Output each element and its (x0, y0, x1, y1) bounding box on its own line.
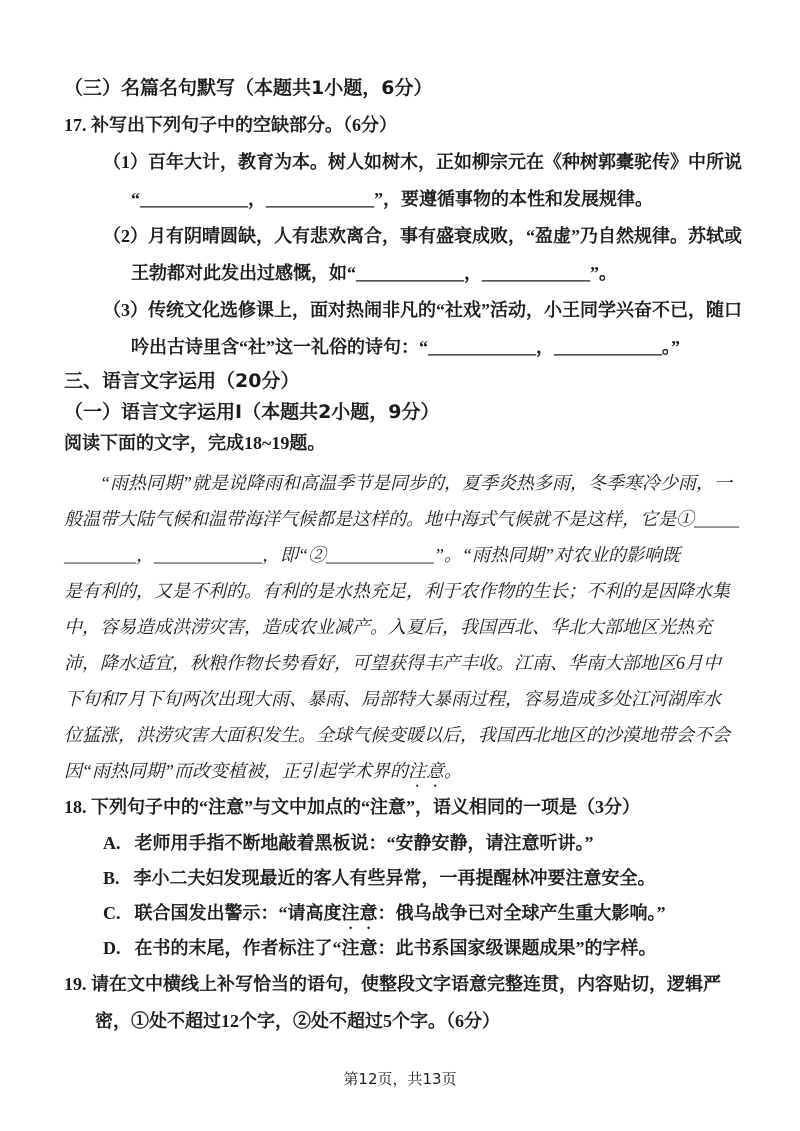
option-d-text: 在书的末尾，作者标注了“注意：此书系国家级课题成果”的字样。 (134, 938, 657, 958)
passage-last-line (64, 753, 748, 789)
passage-line: “雨热同期”就是说降雨和高温季节是同步的，夏季炎热多雨，冬季寒冷少雨，一 (100, 473, 733, 493)
option-c-text-post: ：俄乌战争已对全球产生重大影响。” (377, 903, 666, 923)
option-d-label: D. (103, 938, 121, 958)
q18-option-b (64, 861, 748, 896)
passage-line: ________，____________，即“②____________”。“雨热同期”对农业的影响既 (64, 545, 681, 565)
section-header-dictation: （三）名篇名句默写（本题共1小题，6分） (64, 77, 433, 99)
passage-line: 下旬和7月下旬两次出现大雨、暴雨、局部特大暴雨过程，容易造成多处江河湖库水 (64, 689, 721, 709)
q18-option-d (64, 931, 748, 966)
passage-line: 般温带大陆气候和温带海洋气候都是这样的。地中海式气候就不是这样，它是①_____ (64, 509, 739, 529)
page-number-footer: 第12页，共13页 (343, 1070, 457, 1088)
option-b-text: 李小二夫妇发现最近的客人有些异常，一再提醒林冲要注意安全。 (133, 868, 656, 888)
subsection-header-language-use-1: （一）语言文字运用Ⅰ（本题共2小题，9分） (64, 401, 440, 423)
option-c-text-pre: 联合国发出警示：“请高度 (134, 903, 342, 923)
q17-item1-line1: （1）百年大计，教育为本。树人如树木，正如柳宗元在《种树郭橐驼传》中所说 (103, 152, 742, 172)
question-19-line1: 19. 请在文中横线上补写恰当的语句，使整段文字语意完整连贯，内容贴切，逻辑严 (64, 974, 721, 994)
option-a-label: A. (103, 833, 121, 853)
passage-line: 是有利的，又是不利的。有利的是水热充足，利于农作物的生长；不利的是因降水集 (64, 581, 730, 601)
reading-passage (64, 465, 748, 789)
section-header-language-use: 三、语言文字运用（20分） (64, 370, 300, 392)
passage-last-line-pre: 因“雨热同期”而改变植被，正引起学术界的 (64, 761, 409, 781)
passage-line: 沛，降水适宜，秋粮作物长势看好，可望获得丰产丰收。江南、华南大部地区6月中 (64, 653, 721, 673)
passage-last-line-post: 。 (444, 761, 463, 781)
q18-option-c (64, 896, 748, 931)
q17-item1-line2-blanks: “____________，____________”，要遵循事物的本性和发展规律。 (131, 189, 653, 209)
option-a-text: 老师用手指不断地敲着黑板说：“安静安静，请注意听讲。” (134, 833, 594, 853)
passage-line: 中，容易造成洪涝灾害，造成农业减产。入夏后，我国西北、华北大部地区光热充 (64, 617, 712, 637)
emphasized-word: 注意 (408, 761, 445, 781)
emphasized-word: 注意 (341, 903, 378, 923)
question-18-stem: 18. 下列句子中的“注意”与文中加点的“注意”，语义相同的一项是（3分） (64, 797, 640, 817)
q18-option-a (64, 826, 748, 861)
q17-item2-line1: （2）月有阴晴圆缺，人有悲欢离合，事有盛衰成败，“盈虚”乃自然规律。苏轼或 (103, 226, 742, 246)
q17-item3-line1: （3）传统文化选修课上，面对热闹非凡的“社戏”活动，小王同学兴奋不已，随口 (103, 300, 742, 320)
question-19-line2: 密，①处不超过12个字，②处不超过5个字。（6分） (95, 1011, 500, 1031)
question-18-options (64, 826, 748, 966)
option-b-label: B. (103, 868, 120, 888)
page-content (64, 70, 748, 1040)
option-c-label: C. (103, 903, 121, 923)
question-17-stem: 17. 补写出下列句子中的空缺部分。（6分） (64, 115, 397, 135)
q17-item3-line2-blanks: 吟出古诗里含“社”这一礼俗的诗句：“____________，____________。” (131, 337, 680, 357)
passage-line: 位猛涨，洪涝灾害大面积发生。全球气候变暖以后，我国西北地区的沙漠地带会不会 (64, 725, 730, 745)
q17-item2-line2-blanks: 王勃都对此发出过感慨，如“____________，____________”。 (131, 263, 617, 283)
reading-instruction: 阅读下面的文字，完成18~19题。 (64, 433, 326, 453)
